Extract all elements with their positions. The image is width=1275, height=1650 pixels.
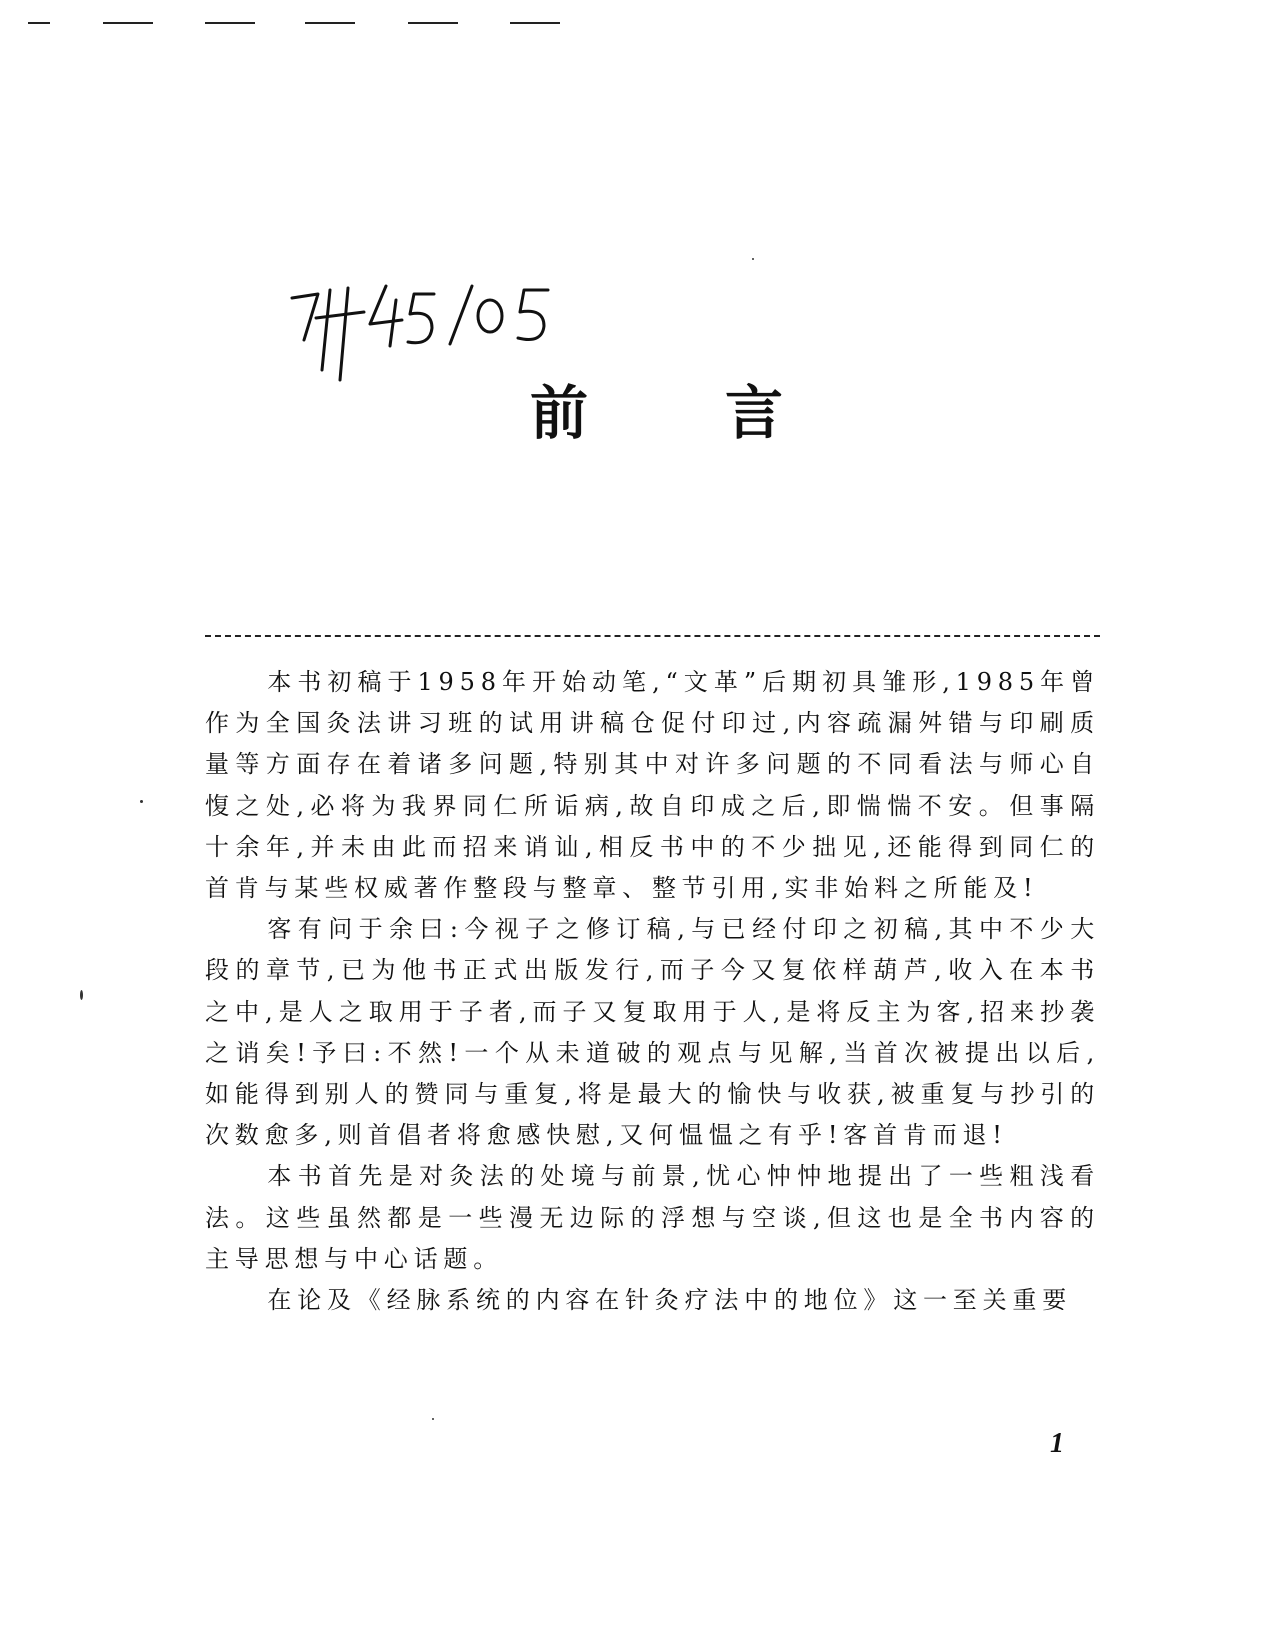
scan-mark-rule <box>205 22 255 24</box>
scan-mark-rule <box>305 22 355 24</box>
scan-speck <box>432 1418 434 1420</box>
scan-speck <box>752 258 754 260</box>
scan-speck <box>140 800 143 803</box>
scan-speck <box>80 990 83 1000</box>
scan-mark-rule <box>103 22 153 24</box>
title-char-qian: 前 <box>530 379 589 447</box>
title-char-yan: 言 <box>725 379 784 447</box>
handwritten-catalog-number <box>286 280 566 390</box>
paragraph: 本书初稿于1958年开始动笔,“文革”后期初具雏形,1985年曾作为全国灸法讲习班的试用讲稿仓促付印过,内容疏漏舛错与印刷质量等方面存在着诸多问题,特别其中对许多问题的不同看法与师心自愎之处,必将为我界同仁所诟病,故自印成之后,即惴惴不安。但事隔十余年,并未由此而招来诮讪,相反书中的不少拙见,还能得到同仁的首肯与某些权威著作整段与整章、整节引用,实非始料之所能及! <box>205 668 1100 903</box>
scan-mark-rule <box>408 22 458 24</box>
scan-mark-rule <box>510 22 560 24</box>
paragraph: 客有问于余曰:今视子之修订稿,与已经付印之初稿,其中不少大段的章节,已为他书正式出版发行,而子今又复依样葫芦,收入在本书之中,是人之取用于子者,而子又复取用于人,是将反主为客,招来抄袭之诮矣!予曰:不然!一个从未道破的观点与见解,当首次被提出以后,如能得到别人的赞同与重复,将是最大的愉快与收获,被重复与抄引的次数愈多,则首倡者将愈感快慰,又何愠愠之有乎!客首肯而退! <box>205 915 1100 1150</box>
paragraph: 在论及《经脉系统的内容在针灸疗法中的地位》这一至关重要 <box>267 1286 1072 1315</box>
scan-mark-rule <box>28 22 50 24</box>
page-number: 1 <box>1050 1428 1064 1459</box>
paragraph: 本书首先是对灸法的处境与前景,忧心忡忡地提出了一些粗浅看法。这些虽然都是一些漫无边际的浮想与空谈,但这也是全书内容的主导思想与中心话题。 <box>205 1162 1100 1273</box>
section-divider <box>205 635 1100 637</box>
preface-body <box>205 662 1100 1321</box>
